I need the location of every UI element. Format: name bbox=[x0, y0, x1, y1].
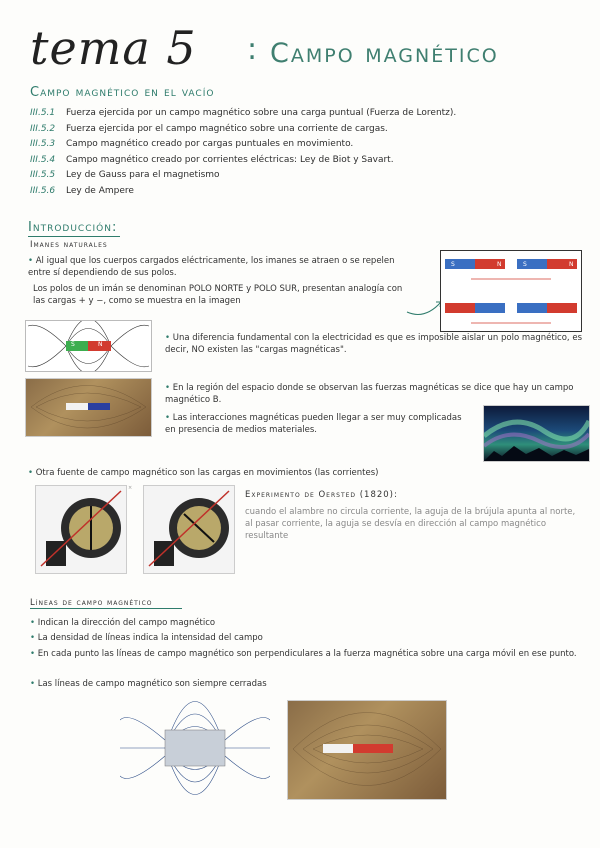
experiment-title: Experimento de Oersted (1820): bbox=[245, 490, 398, 500]
page-title: tema 5 bbox=[30, 21, 197, 75]
experiment-text: cuando el alambre no circula corriente, la aguja de la brújula apunta al norte, al pasar corriente, la aguja se desvía en dirección al campo magnético resultante bbox=[245, 507, 576, 541]
photo-marker: × bbox=[128, 485, 133, 491]
field-lines-diagram: S N bbox=[25, 320, 152, 372]
bullet-item: • En cada punto las líneas de campo magnético son perpendiculares a la fuerza magnética sobre una carga móvil en ese punto. bbox=[30, 649, 577, 659]
title-colon: : bbox=[247, 32, 258, 67]
bullet-item: • Las líneas de campo magnético son siempre cerradas bbox=[30, 679, 267, 689]
toc-item: III.5.6 Ley de Ampere bbox=[30, 185, 134, 196]
toc-item: III.5.2 Fuerza ejercida por el campo magnético sobre una corriente de cargas. bbox=[30, 123, 388, 134]
bullet-item: • Una diferencia fundamental con la electricidad es que es imposible aislar un polo magnético, es decir, NO existen las "cargas magnéticas". bbox=[165, 333, 582, 355]
section-heading: Líneas de campo magnético bbox=[30, 598, 153, 608]
oersted-photo-1 bbox=[35, 485, 127, 574]
iron-filings-photo bbox=[25, 378, 152, 437]
bullet-item: • La densidad de líneas indica la intensidad del campo bbox=[30, 633, 263, 643]
iron-filings-photo bbox=[287, 700, 447, 800]
aurora-photo bbox=[483, 405, 590, 462]
toc-item: III.5.4 Campo magnético creado por corrientes eléctricas: Ley de Biot y Savart. bbox=[30, 154, 394, 165]
magnet-diagram: S N S N bbox=[440, 250, 582, 332]
intro-paragraph-2: Los polos de un imán se denominan POLO NORTE y POLO SUR, presentan analogía con las cargas + y −, como se muestra en la imagen bbox=[33, 284, 403, 306]
page-subtitle: Campo magnético bbox=[270, 38, 499, 69]
toc-item: III.5.3 Campo magnético creado por cargas puntuales en movimiento. bbox=[30, 139, 354, 149]
magnet-bar bbox=[445, 259, 577, 313]
arrow-icon bbox=[405, 290, 445, 320]
field-lines-diagram bbox=[120, 700, 270, 797]
subheading: Imanes naturales bbox=[30, 240, 108, 250]
oersted-photo-2 bbox=[143, 485, 235, 574]
bullet-item: • En la región del espacio donde se observan las fuerzas magnéticas se dice que hay un campo magnético B. bbox=[165, 383, 574, 405]
toc-list bbox=[30, 106, 456, 199]
bullet-item: • Las interacciones magnéticas pueden llegar a ser muy complicadas en presencia de medios materiales. bbox=[165, 413, 462, 435]
intro-heading: Introducción: bbox=[28, 220, 118, 235]
toc-item: III.5.5 Ley de Gauss para el magnetismo bbox=[30, 170, 220, 180]
intro-paragraph-1: • Al igual que los cuerpos cargados eléctricamente, los imanes se atraen o se repelen entre sí dependiendo de sus polos. bbox=[28, 256, 395, 278]
toc-item: III.5.1 Fuerza ejercida por un campo magnético sobre una carga puntual (Fuerza de Lorentz). bbox=[30, 108, 457, 118]
divider bbox=[28, 236, 120, 237]
bullet-item: • Indican la dirección del campo magnético bbox=[30, 618, 216, 628]
bullet-item: • Otra fuente de campo magnético son las cargas en movimientos (las corrientes) bbox=[28, 468, 379, 478]
divider bbox=[30, 608, 182, 609]
section-heading: Campo magnético en el vacío bbox=[30, 85, 215, 100]
